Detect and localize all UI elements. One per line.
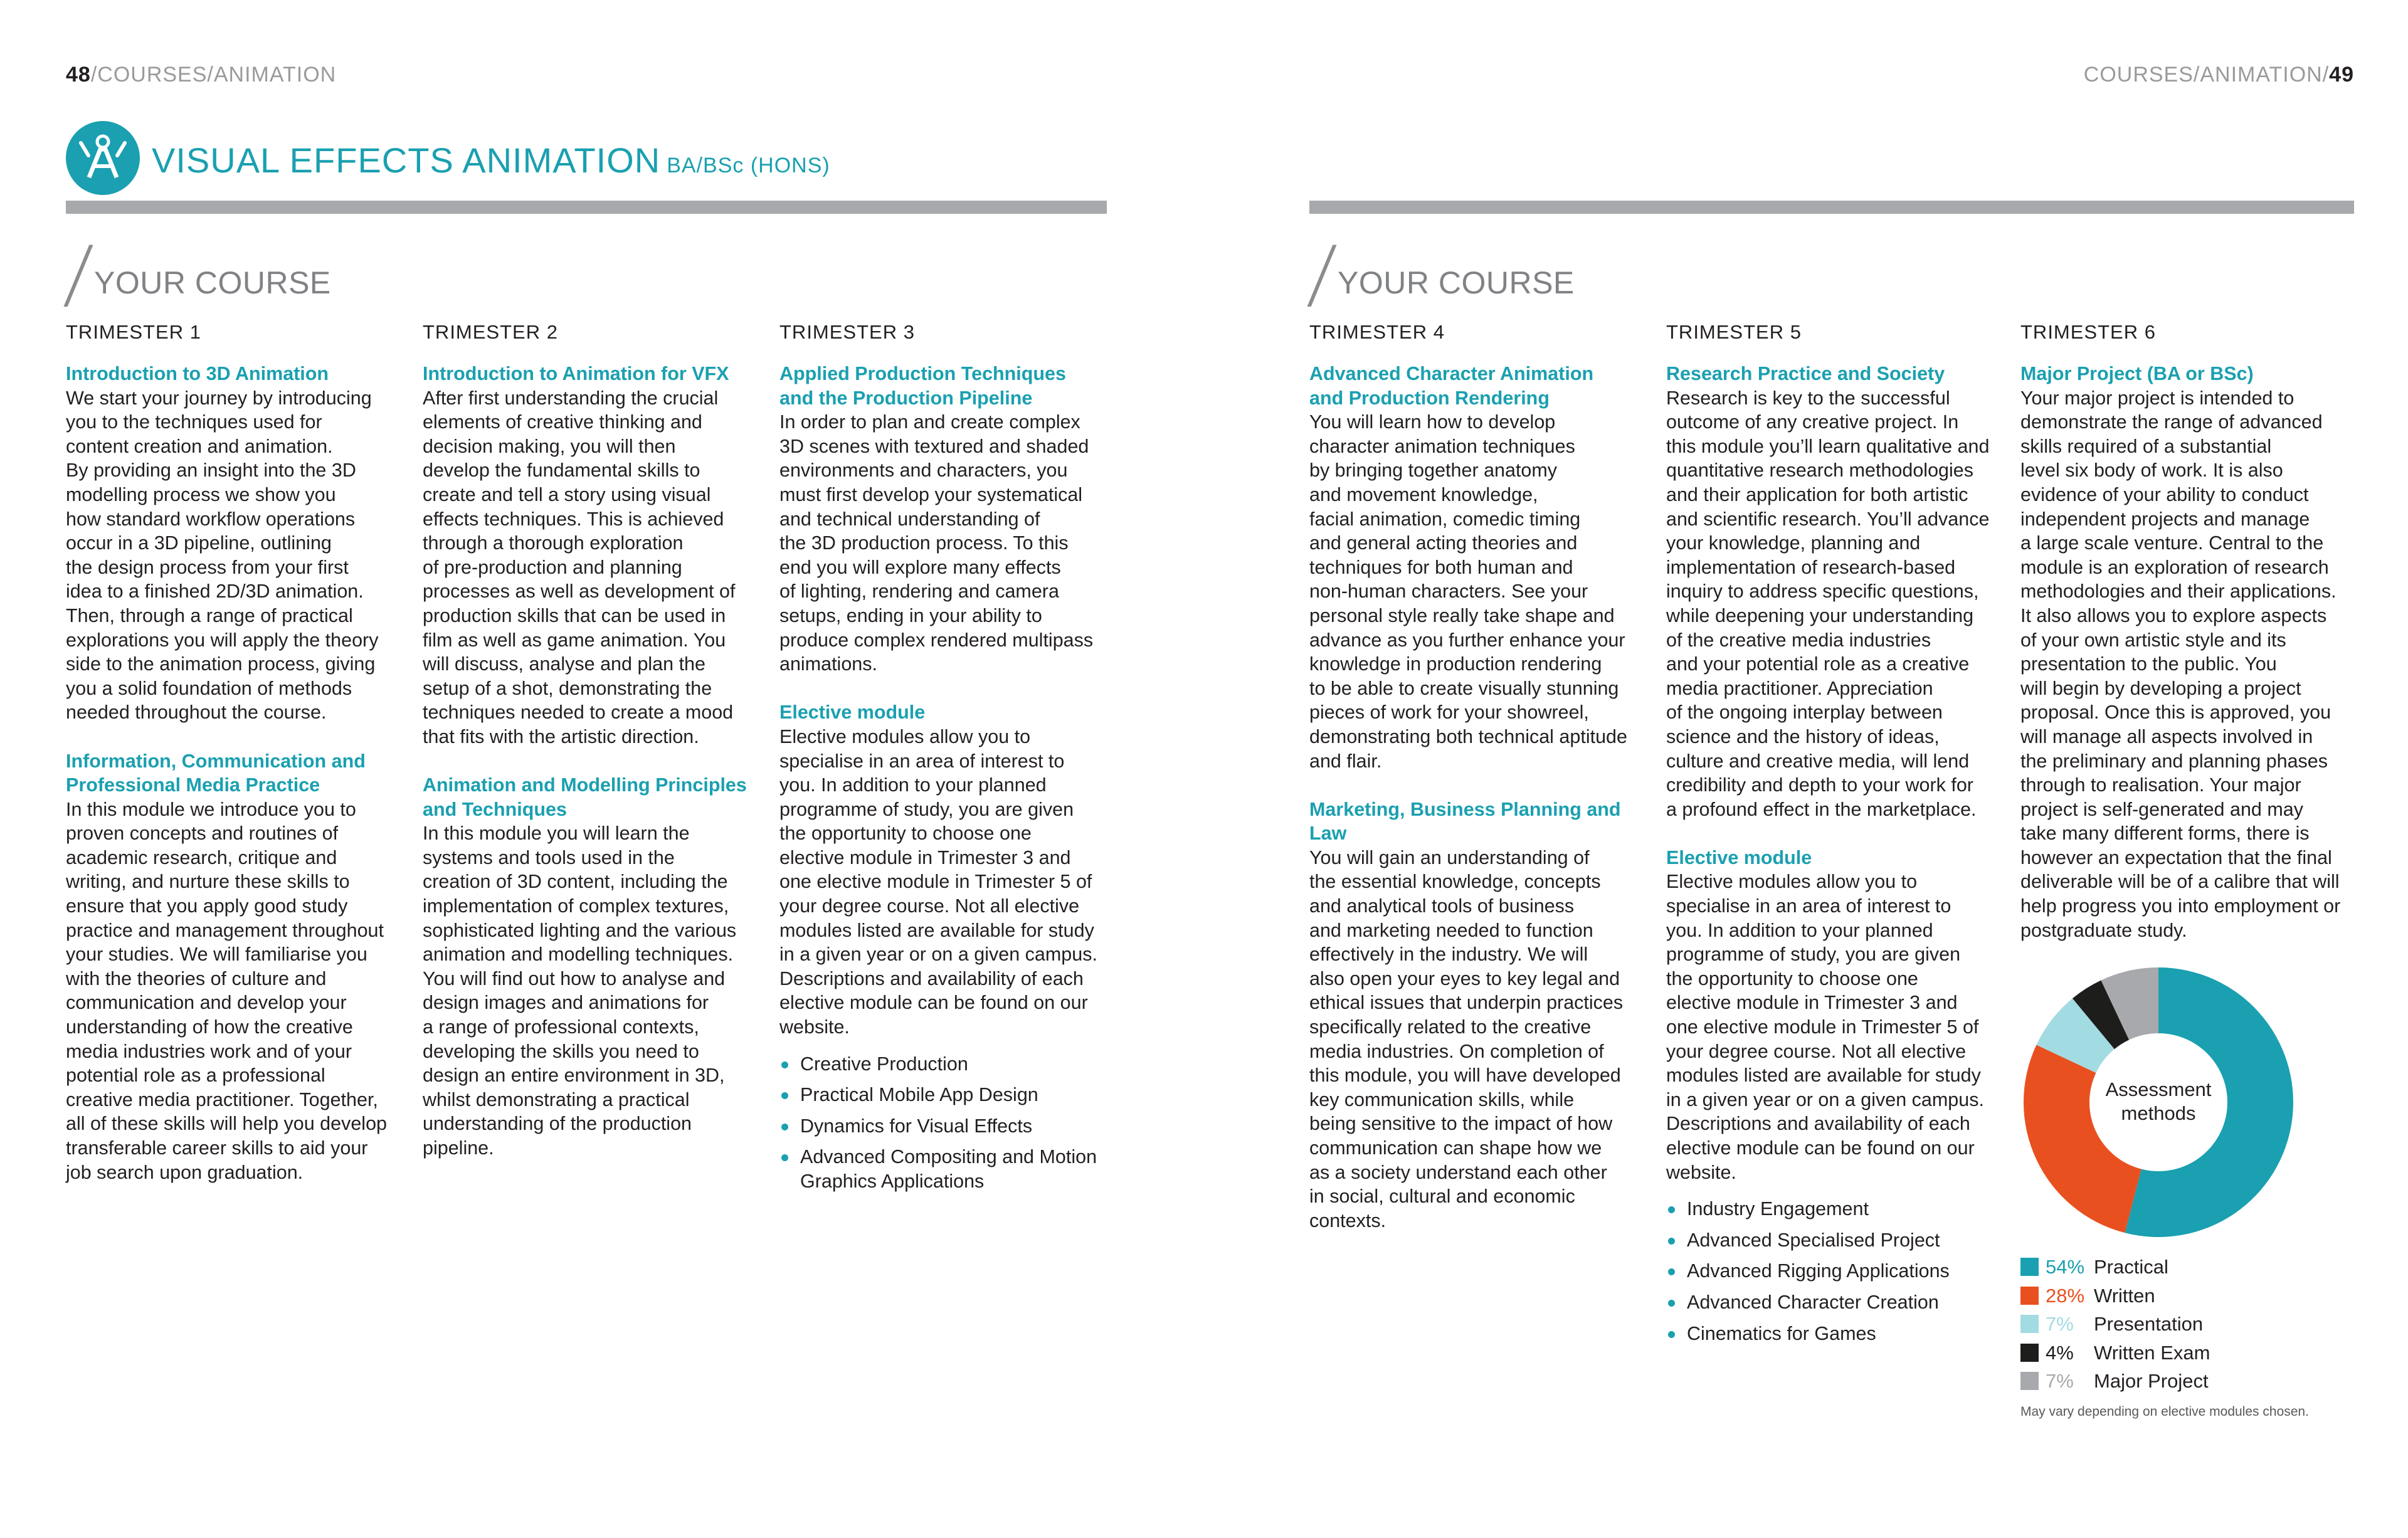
body-line: while deepening your understanding [1666, 604, 1974, 626]
module-title: Research Practice and Society [1666, 363, 1945, 384]
module-title-line: Advanced Character Animation [1309, 363, 1594, 384]
trimester-heading: TRIMESTER 5 [1666, 321, 1802, 343]
body-line: the opportunity to choose one [1666, 967, 1918, 989]
body-line: modules listed are available for study [1666, 1065, 1981, 1087]
body-line: will begin by developing a project [2020, 677, 2301, 699]
body-line: side to the animation process, giving [66, 653, 376, 675]
body-line: how standard workflow operations [66, 508, 356, 530]
body-line: culture and creative media, will lend [1666, 750, 1970, 772]
body-line: take many different forms, there is [2020, 823, 2310, 845]
body-line: media industries work and of your [66, 1040, 352, 1062]
module-body [779, 410, 1112, 677]
body-line: developing the skills you need to [423, 1040, 699, 1062]
body-line: knowledge in production rendering [1309, 653, 1602, 675]
body-line: You will gain an understanding of [1309, 846, 1590, 868]
body-line: quantitative research methodologies [1666, 460, 1973, 482]
body-line: postgraduate study. [2020, 919, 2187, 941]
body-line: environments and characters, you [779, 460, 1068, 482]
body-line: evidence of your ability to conduct [2020, 483, 2309, 505]
header-rule-right [1309, 201, 2354, 214]
body-line: of the creative media industries [1666, 629, 1931, 651]
module-body [2020, 386, 2353, 943]
body-line: will discuss, analyse and plan the [423, 653, 705, 675]
body-line: in social, cultural and economic [1309, 1186, 1575, 1208]
body-line: sophisticated lighting and the various [423, 919, 737, 941]
body-line: of lighting, rendering and camera [779, 581, 1059, 603]
body-line: 3D scenes with textured and shaded [779, 435, 1089, 457]
body-line: film as well as game animation. You [423, 629, 726, 651]
body-line: design an entire environment in 3D, [423, 1065, 725, 1087]
body-line: idea to a finished 2D/3D animation. [66, 581, 364, 603]
body-line: science and the history of ideas, [1666, 725, 1940, 747]
module-title-line: Marketing, Business Planning and [1309, 798, 1621, 820]
module-title: Major Project (BA or BSc) [2020, 363, 2254, 384]
legend-swatch [2020, 1287, 2039, 1305]
body-line: animations. [779, 653, 877, 675]
trimester-6-column [2020, 320, 2353, 942]
elective-item: Practical Mobile App Design [779, 1083, 1112, 1107]
module [1666, 846, 1999, 1346]
body-line: and technical understanding of [779, 508, 1040, 530]
legend-swatch [2020, 1372, 2039, 1390]
legend-percent: 54% [2046, 1256, 2085, 1278]
module [1309, 362, 1642, 773]
body-line: media industries. On completion of [1309, 1040, 1604, 1062]
course-name: VISUAL EFFECTS ANIMATION [152, 140, 661, 180]
body-line: your degree course. Not all elective [1666, 1040, 1967, 1062]
body-line: proposal. Once this is approved, you [2020, 702, 2331, 724]
module [1309, 798, 1642, 1233]
body-line: your studies. We will familiarise you [66, 944, 367, 966]
body-line: and their application for both artistic [1666, 483, 1968, 505]
module-body [1309, 846, 1642, 1233]
body-line: processes as well as development of [423, 581, 736, 603]
body-line: also open your eyes to key legal and [1309, 967, 1620, 989]
body-line: systems and tools used in the [423, 846, 675, 868]
body-line: explorations you will apply the theory [66, 629, 379, 651]
trimester-heading: TRIMESTER 3 [779, 321, 915, 343]
body-line: a range of professional contexts, [423, 1016, 699, 1038]
body-line: We start your journey by introducing [66, 387, 372, 409]
section-heading-right [1304, 231, 1686, 318]
body-line: the preliminary and planning phases [2020, 750, 2328, 772]
body-line: you a solid foundation of methods [66, 677, 352, 699]
legend-label: Written [2094, 1284, 2155, 1307]
heading-slash: / [1304, 231, 1339, 318]
body-line: Elective modules allow you to [779, 725, 1031, 747]
body-line: By providing an insight into the 3D [66, 460, 356, 482]
body-line: Then, through a range of practical [66, 604, 353, 626]
body-line: of your own artistic style and its [2020, 629, 2286, 651]
body-line: production skills that can be used in [423, 604, 726, 626]
heading-label: YOUR COURSE [94, 265, 331, 300]
body-line: credibility and depth to your work for [1666, 774, 1973, 796]
body-line: level six body of work. It is also [2020, 460, 2283, 482]
body-line: being sensitive to the impact of how [1309, 1113, 1613, 1135]
body-line: the opportunity to choose one [779, 823, 1032, 845]
page-section: COURSES/ANIMATION/ [2083, 63, 2330, 87]
body-line: elective module in Trimester 3 and [779, 846, 1071, 868]
body-line: your degree course. Not all elective [779, 895, 1080, 917]
body-line: design images and animations for [423, 992, 709, 1014]
body-line: demonstrating both technical aptitude [1309, 725, 1627, 747]
body-line: one elective module in Trimester 5 of [779, 871, 1092, 893]
body-line: communication and develop your [66, 992, 347, 1014]
body-line: job search upon graduation. [66, 1161, 304, 1183]
body-line: a large scale venture. Central to the [2020, 532, 2324, 554]
body-line: help progress you into employment or [2020, 895, 2341, 917]
body-line: create and tell a story using visual [423, 483, 711, 505]
donut-slice-written [2024, 1045, 2141, 1233]
body-line: your knowledge, planning and [1666, 532, 1921, 554]
body-line: creative media practitioner. Together, [66, 1088, 378, 1110]
body-line: end you will explore many effects [779, 556, 1061, 578]
body-line: that fits with the artistic direction. [423, 725, 699, 747]
body-line: specialise in an area of interest to [779, 750, 1065, 772]
body-line: pieces of work for your showreel, [1309, 702, 1589, 724]
body-line: to be able to create visually stunning [1309, 677, 1619, 699]
legend-item [2020, 1282, 2210, 1310]
module-body [1666, 386, 1999, 822]
legend-percent: 4% [2046, 1341, 2074, 1364]
body-line: specifically related to the creative [1309, 1016, 1592, 1038]
chart-note: May vary depending on elective modules chosen. [2020, 1404, 2309, 1419]
body-line: of the ongoing interplay between [1666, 702, 1943, 724]
body-line: implementation of research-based [1666, 556, 1956, 578]
page-number: 49 [2329, 63, 2354, 87]
legend-item [2020, 1367, 2210, 1396]
body-line: as a society understand each other [1309, 1161, 1607, 1183]
body-line: module is an exploration of research [2020, 556, 2329, 578]
body-line: this module, you will have developed [1309, 1065, 1621, 1087]
trimester-heading: TRIMESTER 2 [423, 321, 558, 343]
body-line: will manage all aspects involved in [2020, 725, 2313, 747]
body-line: content creation and animation. [66, 435, 333, 457]
module-title-line: and the Production Pipeline [779, 387, 1033, 409]
chart-legend [2020, 1253, 2210, 1396]
body-line: whilst demonstrating a practical [423, 1088, 690, 1110]
legend-percent: 7% [2046, 1313, 2074, 1335]
body-line: advance as you further enhance your [1309, 629, 1625, 651]
elective-item: Advanced Character Creation [1666, 1290, 1999, 1315]
heading-label: YOUR COURSE [1338, 265, 1575, 300]
body-line: effectively in the industry. We will [1309, 944, 1588, 966]
body-line: ethical issues that underpin practices [1309, 992, 1624, 1014]
body-line: independent projects and manage [2020, 508, 2310, 530]
body-line: and movement knowledge, [1309, 483, 1538, 505]
module-title-line: Animation and Modelling Principles [423, 774, 747, 796]
module [423, 773, 755, 1161]
body-line: effects techniques. This is achieved [423, 508, 724, 530]
elective-list [1666, 1197, 1999, 1346]
elective-list [779, 1052, 1112, 1194]
body-line: personal style really take shape and [1309, 604, 1615, 626]
module [2020, 362, 2353, 942]
module-title: Elective module [779, 702, 926, 724]
legend-percent: 7% [2046, 1370, 2074, 1392]
body-line: After first understanding the crucial [423, 387, 719, 409]
body-line: a profound effect in the marketplace. [1666, 798, 1977, 820]
trimester-heading: TRIMESTER 6 [2020, 321, 2156, 343]
elective-item: Advanced Specialised Project [1666, 1228, 1999, 1253]
body-line: develop the fundamental skills to [423, 460, 700, 482]
body-line: decision making, you will then [423, 435, 676, 457]
body-line: and marketing needed to function [1309, 919, 1593, 941]
body-line: methodologies and their applications. [2020, 581, 2337, 603]
body-line: understanding of how the creative [66, 1016, 353, 1038]
body-line: you. In addition to your planned [1666, 919, 1933, 941]
body-line: elements of creative thinking and [423, 411, 702, 433]
body-line: Descriptions and availability of each [779, 967, 1084, 989]
module [1666, 362, 1999, 821]
body-line: modules listed are available for study [779, 919, 1094, 941]
body-line: specialise in an area of interest to [1666, 895, 1951, 917]
body-line: must first develop your systematical [779, 483, 1083, 505]
body-line: programme of study, you are given [779, 798, 1074, 820]
body-line: one elective module in Trimester 5 of [1666, 1016, 1979, 1038]
legend-label: Presentation [2094, 1313, 2204, 1335]
body-line: In this module you will learn the [423, 823, 690, 845]
module-body [1666, 870, 1999, 1184]
body-line: presentation to the public. You [2020, 653, 2277, 675]
body-line: through to realisation. Your major [2020, 774, 2301, 796]
body-line: elective module in Trimester 3 and [1666, 992, 1958, 1014]
module-title-line: and Techniques [423, 798, 567, 820]
legend-label: Written Exam [2094, 1341, 2210, 1364]
body-line: implementation of complex textures, [423, 895, 729, 917]
legend-item [2020, 1339, 2210, 1367]
body-line: skills required of a substantial [2020, 435, 2272, 457]
body-line: practice and management throughout [66, 919, 384, 941]
body-line: the design process from your first [66, 556, 349, 578]
body-line: outcome of any creative project. In [1666, 411, 1959, 433]
body-line: produce complex rendered multipass [779, 629, 1094, 651]
body-line: setups, ending in your ability to [779, 604, 1042, 626]
heading-slash: / [61, 231, 96, 318]
module-body [66, 386, 398, 725]
body-line: inquiry to address specific questions, [1666, 581, 1979, 603]
module-body [423, 386, 755, 749]
body-line: with the theories of culture and [66, 967, 327, 989]
body-line: however an expectation that the final [2020, 846, 2332, 868]
body-line: non-human characters. See your [1309, 581, 1588, 603]
body-line: creation of 3D content, including the [423, 871, 728, 893]
module [423, 362, 755, 749]
elective-item: Advanced Compositing and Motion Graphics Applications [779, 1145, 1112, 1193]
body-line: media practitioner. Appreciation [1666, 677, 1933, 699]
body-line: project is self-generated and may [2020, 798, 2303, 820]
body-line: Your major project is intended to [2020, 387, 2294, 409]
body-line: elective module can be found on our [779, 992, 1088, 1014]
body-line: the essential knowledge, concepts [1309, 871, 1601, 893]
header-rule-left [66, 201, 1107, 214]
body-line: In this module we introduce you to [66, 798, 356, 820]
legend-swatch [2020, 1315, 2039, 1333]
module [779, 362, 1112, 677]
module-body [1309, 410, 1642, 773]
body-line: elective module can be found on our [1666, 1137, 1975, 1159]
chart-center-label-line: methods [2121, 1102, 2196, 1124]
page-header-right [2084, 63, 2354, 87]
body-line: deliverable will be of a calibre that will [2020, 871, 2340, 893]
course-award: BA/BSc (HONS) [667, 154, 830, 177]
body-line: of pre-production and planning [423, 556, 682, 578]
legend-label: Practical [2094, 1256, 2168, 1278]
module-body [423, 821, 755, 1160]
page-section: /COURSES/ANIMATION [90, 63, 337, 87]
body-line: Elective modules allow you to [1666, 871, 1918, 893]
body-line: this module you’ll learn qualitative and [1666, 435, 1990, 457]
trimester-heading: TRIMESTER 1 [66, 321, 201, 343]
body-line: and general acting theories and [1309, 532, 1578, 554]
module-title: Introduction to Animation for VFX [423, 363, 729, 384]
body-line: and your potential role as a creative [1666, 653, 1970, 675]
body-line: pipeline. [423, 1137, 494, 1159]
body-line: writing, and nurture these skills to [66, 871, 350, 893]
body-line: techniques for both human and [1309, 556, 1573, 578]
trimester-4-column [1309, 320, 1642, 1233]
trimester-2-column [423, 320, 755, 1161]
course-title [152, 142, 830, 189]
body-line: understanding of the production [423, 1113, 692, 1135]
legend-swatch [2020, 1344, 2039, 1362]
elective-item: Creative Production [779, 1052, 1112, 1077]
body-line: academic research, critique and [66, 846, 337, 868]
elective-item: Dynamics for Visual Effects [779, 1114, 1112, 1139]
module [779, 700, 1112, 1193]
module-title-line: Law [1309, 823, 1347, 845]
body-line: demonstrate the range of advanced [2020, 411, 2323, 433]
page-number: 48 [66, 63, 91, 87]
body-line: and flair. [1309, 750, 1382, 772]
assessment-donut-chart [2017, 966, 2318, 1241]
body-line: in a given year or on a given campus. [779, 944, 1097, 966]
body-line: contexts. [1309, 1209, 1386, 1231]
body-line: in a given year or on a given campus. [1666, 1088, 1984, 1110]
body-line: programme of study, you are given [1666, 944, 1961, 966]
body-line: modelling process we show you [66, 483, 336, 505]
body-line: communication can shape how we [1309, 1137, 1602, 1159]
body-line: potential role as a professional [66, 1065, 325, 1087]
module-title: Elective module [1666, 846, 1812, 868]
module-title-line: Professional Media Practice [66, 774, 320, 796]
body-line: website. [1666, 1161, 1736, 1183]
chart-center-label-line: Assessment [2105, 1078, 2212, 1100]
module [66, 749, 398, 1185]
module-title-line: Information, Communication and [66, 750, 366, 772]
page-header-left [66, 63, 336, 87]
trimester-5-column [1666, 320, 1999, 1352]
module-body [779, 725, 1112, 1040]
body-line: you. In addition to your planned [779, 774, 1047, 796]
body-line: setup of a shot, demonstrating the [423, 677, 712, 699]
body-line: occur in a 3D pipeline, outlining [66, 532, 332, 554]
module-title-line: Applied Production Techniques [779, 363, 1066, 384]
body-line: you to the techniques used for [66, 411, 322, 433]
body-line: proven concepts and routines of [66, 823, 339, 845]
trimester-heading: TRIMESTER 4 [1309, 321, 1445, 343]
body-line: You will find out how to analyse and [423, 967, 726, 989]
body-line: Descriptions and availability of each [1666, 1113, 1970, 1135]
body-line: and scientific research. You’ll advance [1666, 508, 1990, 530]
body-line: character animation techniques [1309, 435, 1575, 457]
body-line: ensure that you apply good study [66, 895, 348, 917]
body-line: website. [779, 1016, 850, 1038]
body-line: needed throughout the course. [66, 702, 327, 724]
body-line: techniques needed to create a mood [423, 702, 734, 724]
module [66, 362, 398, 725]
body-line: facial animation, comedic timing [1309, 508, 1581, 530]
module-body [66, 798, 398, 1185]
trimester-3-column [779, 320, 1112, 1201]
legend-item [2020, 1253, 2210, 1282]
animation-course-icon [66, 121, 140, 195]
body-line: through a thorough exploration [423, 532, 684, 554]
body-line: transferable career skills to aid your [66, 1137, 368, 1159]
legend-percent: 28% [2046, 1284, 2085, 1307]
elective-item: Advanced Rigging Applications [1666, 1259, 1999, 1283]
body-line: You will learn how to develop [1309, 411, 1556, 433]
elective-item: Industry Engagement [1666, 1197, 1999, 1221]
legend-label: Major Project [2094, 1370, 2209, 1392]
legend-item [2020, 1310, 2210, 1339]
body-line: Research is key to the successful [1666, 387, 1950, 409]
module-title: Introduction to 3D Animation [66, 363, 329, 384]
body-line: It also allows you to explore aspects [2020, 604, 2327, 626]
body-line: animation and modelling techniques. [423, 944, 734, 966]
legend-swatch [2020, 1258, 2039, 1276]
body-line: by bringing together anatomy [1309, 460, 1558, 482]
body-line: and analytical tools of business [1309, 895, 1575, 917]
body-line: key communication skills, while [1309, 1088, 1575, 1110]
body-line: the 3D production process. To this [779, 532, 1069, 554]
trimester-1-column [66, 320, 398, 1184]
section-heading-left [61, 231, 442, 318]
module-title-line: and Production Rendering [1309, 387, 1550, 409]
elective-item: Cinematics for Games [1666, 1322, 1999, 1346]
body-line: all of these skills will help you develop [66, 1113, 387, 1135]
body-line: In order to plan and create complex [779, 411, 1080, 433]
